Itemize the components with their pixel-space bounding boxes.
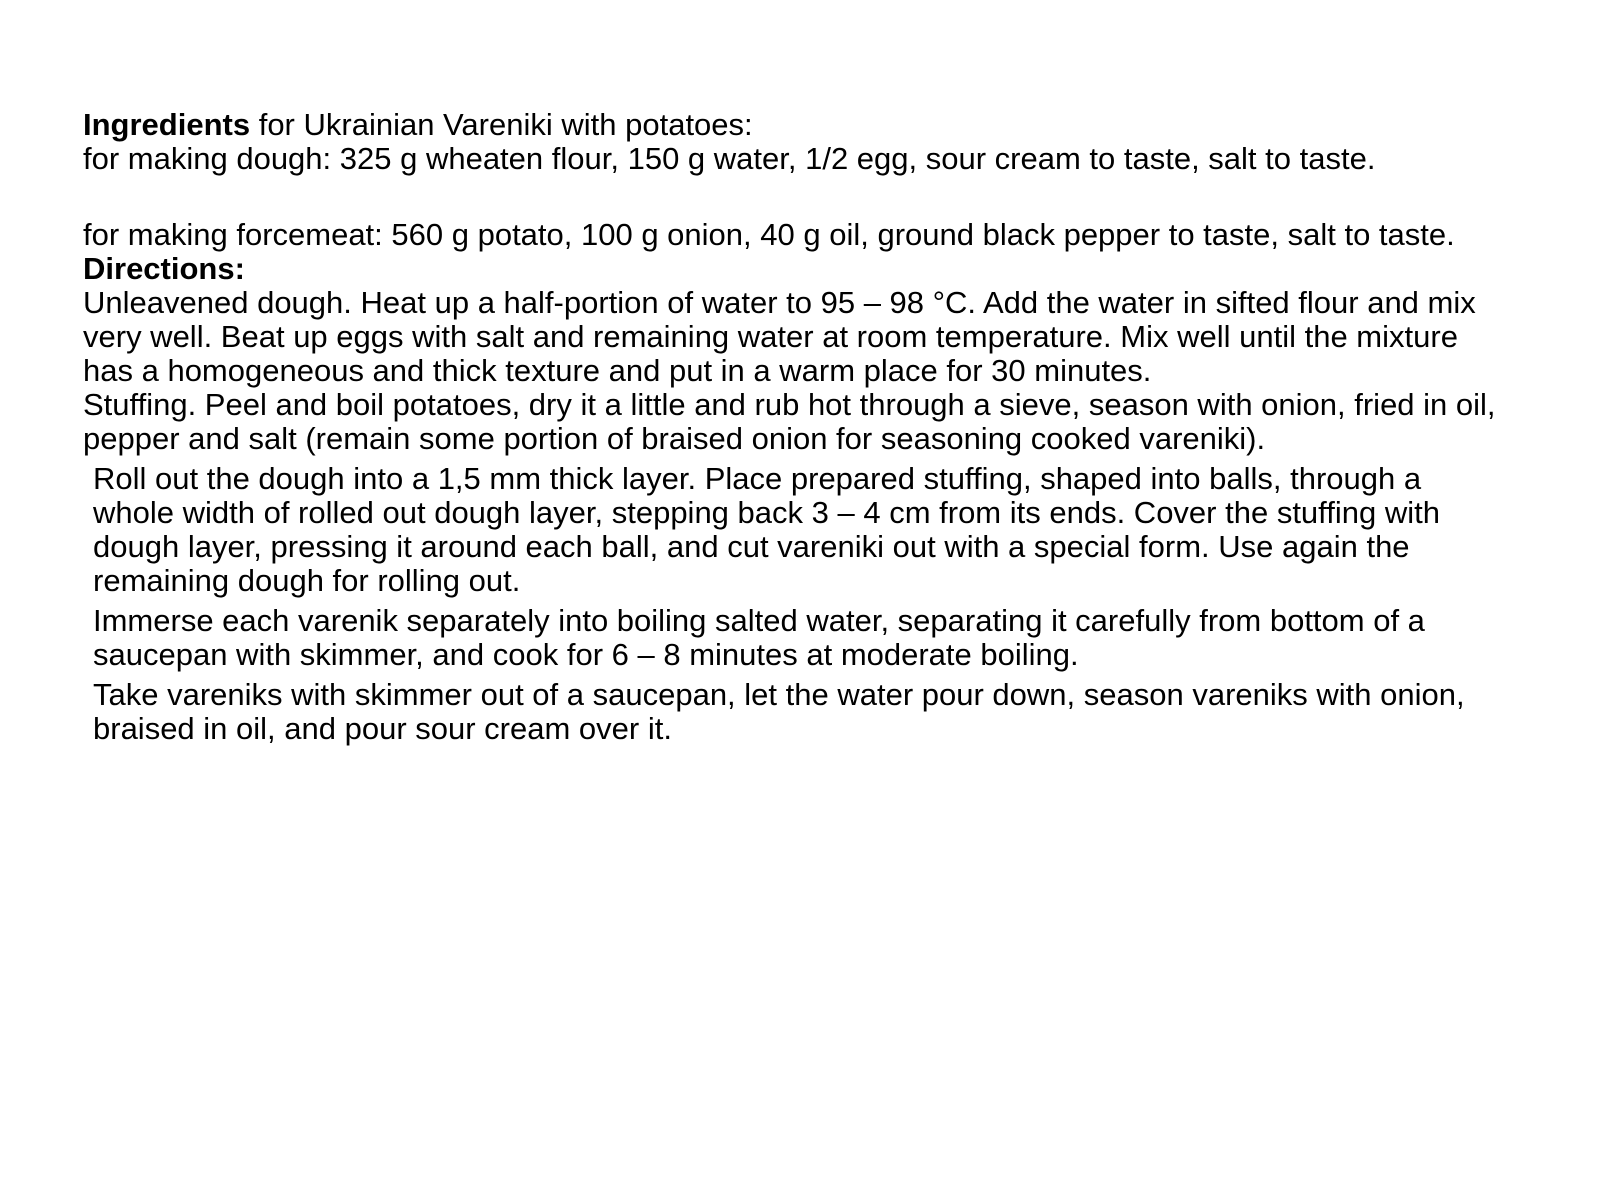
ingredients-heading-bold: Ingredients [83, 107, 251, 142]
direction-step-stuffing: Stuffing. Peel and boil potatoes, dry it a little and rub hot through a sieve, season with onion, fried in oil, pepper and salt (remain some portion of braised onion for seasoning cooked vareniki). [83, 387, 1496, 456]
directions-heading: Directions: [83, 251, 245, 286]
ingredients-heading [83, 108, 1503, 142]
direction-step-roll: Roll out the dough into a 1,5 mm thick layer. Place prepared stuffing, shaped into balls, through a whole width of rolled out dough layer, stepping back 3 – 4 cm from its ends. Cover the stuffing with dough layer, pressing it around each ball, and cut vareniki out with a special form. Use again the remaining dough for rolling out. [93, 461, 1440, 598]
ingredients-heading-rest: for Ukrainian Vareniki with potatoes: [250, 107, 753, 142]
ingredient-dough: for making dough: 325 g wheaten flour, 150 g water, 1/2 egg, sour cream to taste, salt to taste. [83, 141, 1376, 176]
ingredient-forcemeat: for making forcemeat: 560 g potato, 100 g onion, 40 g oil, ground black pepper to taste, salt to taste. [83, 217, 1455, 252]
direction-step-serve: Take vareniks with skimmer out of a saucepan, let the water pour down, season vareniks with onion, braised in oil, and pour sour cream over it. [93, 677, 1465, 746]
direction-step-boil: Immerse each varenik separately into boiling salted water, separating it carefully from bottom of a saucepan with skimmer, and cook for 6 – 8 minutes at moderate boiling. [93, 603, 1425, 672]
direction-step-dough: Unleavened dough. Heat up a half-portion of water to 95 – 98 °C. Add the water in sifted flour and mix very well. Beat up eggs with salt and remaining water at room temperature. Mix well until the mixture has a homogeneous and thick texture and put in a warm place for 30 minutes. [83, 285, 1476, 388]
recipe-document [83, 108, 1503, 746]
